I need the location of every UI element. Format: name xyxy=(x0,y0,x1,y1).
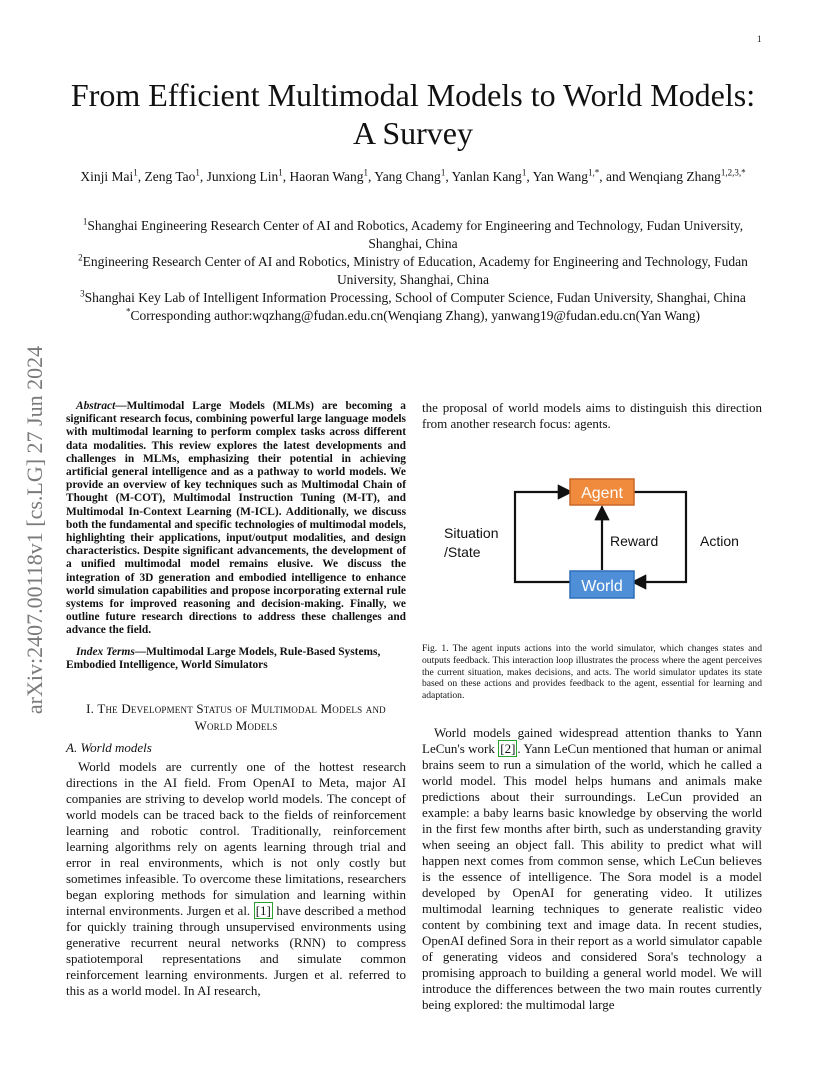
action-label: Action xyxy=(700,533,739,549)
paper-title: From Efficient Multimodal Models to World Models: A Survey xyxy=(70,77,756,151)
authors-conjunction: and xyxy=(606,169,626,184)
agent-label: Agent xyxy=(581,485,623,502)
body-paragraph: the proposal of world models aims to distinguish this direction from another research focus: agents. xyxy=(422,400,762,431)
arxiv-sidebar xyxy=(22,290,48,770)
author: Wenqiang Zhang$^{1,2,3,*}$ xyxy=(628,167,746,184)
index-terms: Index Terms—Multimodal Large Models, Rule-Based Systems, Embodied Intelligence, World Simulators xyxy=(66,645,381,671)
citation-link[interactable]: [1] xyxy=(255,903,271,919)
author: Yang Chang$^1$ xyxy=(374,167,446,184)
author: Yanlan Kang$^1$ xyxy=(451,167,527,184)
author: Yan Wang$^{1,*}$ xyxy=(532,167,600,184)
affiliation: $^1$Shanghai Engineering Research Center of AI and Robotics, Academy for Engineering and Technology, Fudan University, Shanghai, China xyxy=(82,216,744,251)
author: Xinji Mai$^1$ xyxy=(80,167,138,184)
state-label: /State xyxy=(444,544,481,560)
figure-agent-world-loop xyxy=(422,470,762,642)
arxiv-id: arXiv:2407.00118v1 [cs.LG] 27 Jun 2024 xyxy=(22,345,47,715)
index-terms-label: Index Terms xyxy=(76,645,135,658)
author: Haoran Wang$^1$ xyxy=(289,167,369,184)
affiliation: $^3$Shanghai Key Lab of Intelligent Information Processing, School of Computer Science, Fudan University, Shanghai, China xyxy=(80,288,746,305)
right-column-top xyxy=(422,400,762,432)
reward-label: Reward xyxy=(610,533,659,549)
author: Junxiong Lin$^1$ xyxy=(206,167,283,184)
figure-caption: Fig. 1. The agent inputs actions into the world simulator, which changes states and outputs feedback. This interaction loop illustrates the process where the agent perceives the current situation, makes decisions, and acts. The world simulator updates its state based on these actions and provides feedback to the agent, essential for learning and adaptation. xyxy=(422,643,762,702)
situation-label: Situation xyxy=(444,525,499,541)
citation-link[interactable]: [2] xyxy=(500,741,516,756)
body-paragraph: World models gained widespread attention thanks to Yann LeCun's work [2] . Yann LeCun mentioned that human or animal brains seem to run a simulation of the world, which he called a world model. This model helps humans and animals make predictions about their surroundings. LeCun provided an example: a baby learns basic knowledge by observing the world in the first few months after birth, such as understanding gravity when seeing an object fall. This ability to predict what will happen next comes from common sense, which LeCun believes is the essence of intelligence. The Sora model is a model developed by OpenAI for generating video. It utilizes multimodal learning techniques to generate realistic video content by combining text and image data. In recent studies, OpenAI defined Sora in their report as a world simulator capable of generating videos and considered Sora's technology a promising approach to building a general world model. We will introduce the differences between the two main routes currently being explored: the multimodal large xyxy=(422,725,762,1012)
section-heading: I. The Development Status of Multimodal Models and World Models xyxy=(86,701,386,734)
body-paragraph: World models are currently one of the hottest research directions in the AI field. From OpenAI to Meta, major AI companies are striving to develop world models. The concept of world models can be traced back to the fields of reinforcement learning and robotic control. Traditionally, reinforcement learning algorithms rely on agents learning through trial and error in real environments, which is not only costly but sometimes infeasible. To overcome these limitations, researchers began exploring methods for simulation and learning within internal environments. Jurgen et al. [1] have described a method for quickly training through unsupervised environments using generative recurrent neural networks (RNN) to compress spatiotemporal representations and simulate common reinforcement learning environments. Jurgen et al. referred to this as a world model. In AI research, xyxy=(66,759,406,999)
abstract-label: Abstract xyxy=(76,400,116,412)
world-label: World xyxy=(581,578,623,595)
affiliations xyxy=(62,217,764,325)
affiliation: $^2$Engineering Research Center of AI and Robotics, Ministry of Education, Academy for Engineering and Technology, Fudan University, Shanghai, China xyxy=(78,252,748,287)
right-column-bottom xyxy=(422,725,762,1013)
left-column xyxy=(66,400,406,999)
author: Zeng Tao$^1$ xyxy=(144,167,200,184)
author-list: Xinji Mai$^1$, Zeng Tao$^1$, Junxiong Lin$^1$, Haoran Wang$^1$, Yang Chang$^1$, Yanlan Kang$^1$, Yan Wang$^{1,*}$, and Wenqiang Zhang$^{1,2,3,*}$ xyxy=(80,167,746,184)
situation-arrow xyxy=(515,492,570,582)
corresponding-author: *Corresponding author:wqzhang@fudan.edu.cn(Wenqiang Zhang), yanwang19@fudan.edu.cn(Yan Wang) xyxy=(125,306,701,323)
subsection-heading: A. World models xyxy=(66,740,152,756)
page-number: 1 xyxy=(757,34,762,44)
abstract: Abstract—Multimodal Large Models (MLMs) are becoming a significant research focus, combining powerful large language models with multimodal learning to perform complex tasks across different data modalities. This review explores the latest developments and challenges in MLMs, emphasizing their potential in achieving artificial general intelligence and as a pathway to world models. We provide an overview of key techniques such as Multimodal Chain of Thought (M-COT), Multimodal Instruction Tuning (M-IT), and Multimodal In-Context Learning (M-ICL). Additionally, we discuss both the fundamental and specific technologies of multimodal models, highlighting their applications, input/output modalities, and design characteristics. Despite significant advancements, the development of a unified multimodal model remains elusive. We discuss the integration of 3D generation and embodied intelligence to enhance world simulation capabilities and propose incorporating external rule systems for improved reasoning and decision-making. Finally, we outline future research directions to address these challenges and advance the field. xyxy=(66,400,406,637)
